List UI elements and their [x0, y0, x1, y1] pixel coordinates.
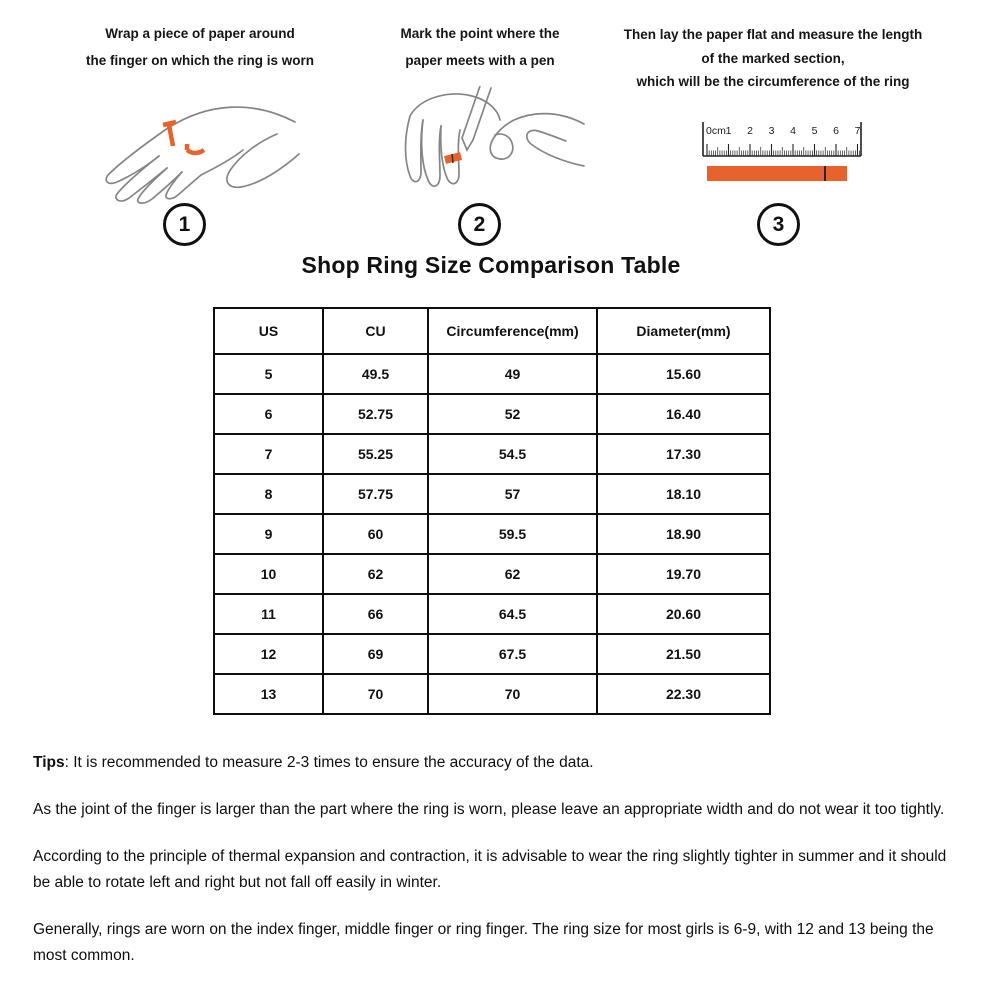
table-cell: 22.30	[597, 674, 770, 714]
step2-caption-line2: paper meets with a pen	[405, 53, 555, 68]
table-cell: 70	[428, 674, 597, 714]
table-cell: 18.10	[597, 474, 770, 514]
table-cell: 5	[214, 354, 323, 394]
table-row	[214, 554, 770, 594]
step3-caption-line2: of the marked section,	[701, 50, 845, 66]
step3-number-badge	[757, 203, 800, 246]
table-cell: 62	[428, 554, 597, 594]
step2-number-badge	[458, 203, 501, 246]
table-cell: 11	[214, 594, 323, 634]
table-row	[214, 434, 770, 474]
column-header-us: US	[214, 308, 323, 354]
column-header-circumference: Circumference(mm)	[428, 308, 597, 354]
table-row	[214, 674, 770, 714]
ruler-label: 2	[747, 125, 753, 137]
tips-text: : It is recommended to measure 2-3 times to ensure the accuracy of the data.	[64, 754, 594, 771]
table-cell: 49	[428, 354, 597, 394]
step1-number-badge	[163, 203, 206, 246]
step1-caption-line2: the finger on which the ring is worn	[85, 53, 314, 68]
table-cell: 12	[214, 634, 323, 674]
tips-lead: Tips	[33, 754, 65, 771]
tips-paragraph-4: Generally, rings are worn on the index finger, middle finger or ring finger. The ring size for most girls is 6-9, with 12 and 13 being the most common.	[33, 921, 934, 964]
ruler-label: 3	[768, 125, 775, 137]
step2-caption-line1: Mark the point where the	[400, 26, 560, 41]
tips-paragraph-3: According to the principle of thermal expansion and contraction, it is advisable to wear the ring slightly tighter in summer and it should be able to rotate left and right but not fall off easily in winter.	[33, 848, 947, 891]
table-row	[214, 354, 770, 394]
step1-caption-line1: Wrap a piece of paper around	[105, 26, 295, 41]
table-cell: 7	[214, 434, 323, 474]
step3-caption	[608, 23, 938, 94]
ruler-label: 4	[790, 125, 796, 137]
step1-caption	[55, 20, 345, 74]
ruler-icon	[697, 116, 867, 196]
table-cell: 62	[323, 554, 428, 594]
table-row	[214, 514, 770, 554]
table-cell: 67.5	[428, 634, 597, 674]
paper-strip-icon	[707, 166, 847, 181]
step1-number: 1	[178, 212, 191, 236]
table-cell: 15.60	[597, 354, 770, 394]
table-row	[214, 634, 770, 674]
table-cell: 70	[323, 674, 428, 714]
table-cell: 8	[214, 474, 323, 514]
ruler-label: 6	[833, 125, 839, 137]
tips-section	[33, 750, 949, 990]
pen-marking-icon	[392, 86, 587, 201]
hand-outline	[106, 107, 299, 203]
table-title: Shop Ring Size Comparison Table	[301, 252, 681, 278]
ruler-ticks	[707, 144, 860, 156]
table-cell: 49.5	[323, 354, 428, 394]
step3-caption-line1: Then lay the paper flat and measure the length	[623, 27, 923, 42]
table-cell: 66	[323, 594, 428, 634]
column-header-diameter: Diameter(mm)	[597, 308, 770, 354]
table-cell: 17.30	[597, 434, 770, 474]
ruler-illustration	[697, 116, 867, 196]
step3-number: 3	[772, 212, 785, 236]
ruler-label: 5	[811, 125, 818, 137]
table-cell: 21.50	[597, 634, 770, 674]
hand-marking-pen-illustration	[392, 86, 587, 201]
table-cell: 13	[214, 674, 323, 714]
step2-caption	[375, 20, 585, 74]
table-cell: 55.25	[323, 434, 428, 474]
table-cell: 19.70	[597, 554, 770, 594]
tips-paragraph-1	[33, 750, 949, 776]
table-cell: 59.5	[428, 514, 597, 554]
table-header-row	[214, 308, 770, 354]
table-cell: 69	[323, 634, 428, 674]
ring-mark-icon	[163, 122, 204, 153]
table-row	[214, 594, 770, 634]
table-cell: 16.40	[597, 394, 770, 434]
table-cell: 52.75	[323, 394, 428, 434]
table-cell: 57	[428, 474, 597, 514]
step3-caption-line3: which will be the circumference of the ring	[636, 74, 910, 89]
table-cell: 20.60	[597, 594, 770, 634]
tips-paragraph-2: As the joint of the finger is larger than the part where the ring is worn, please leave an appropriate width and do not wear it too tightly.	[33, 801, 945, 818]
table-row	[214, 474, 770, 514]
ring-size-table	[213, 307, 771, 715]
table-cell: 6	[214, 394, 323, 434]
hands-outline	[406, 86, 585, 186]
step2-number: 2	[473, 212, 486, 236]
table-cell: 60	[323, 514, 428, 554]
table-cell: 54.5	[428, 434, 597, 474]
hand-with-ring-illustration	[95, 92, 305, 204]
table-cell: 57.75	[323, 474, 428, 514]
table-cell: 52	[428, 394, 597, 434]
table-row	[214, 394, 770, 434]
ruler-label: 1	[725, 125, 732, 137]
column-header-cu: CU	[323, 308, 428, 354]
hand-with-ring-icon	[95, 92, 305, 204]
ruler-label: 0cm	[706, 125, 726, 137]
table-cell: 64.5	[428, 594, 597, 634]
table-cell: 9	[214, 514, 323, 554]
table-cell: 10	[214, 554, 323, 594]
ruler-label: 7	[854, 125, 861, 137]
ruler-labels	[706, 125, 861, 137]
table-cell: 18.90	[597, 514, 770, 554]
